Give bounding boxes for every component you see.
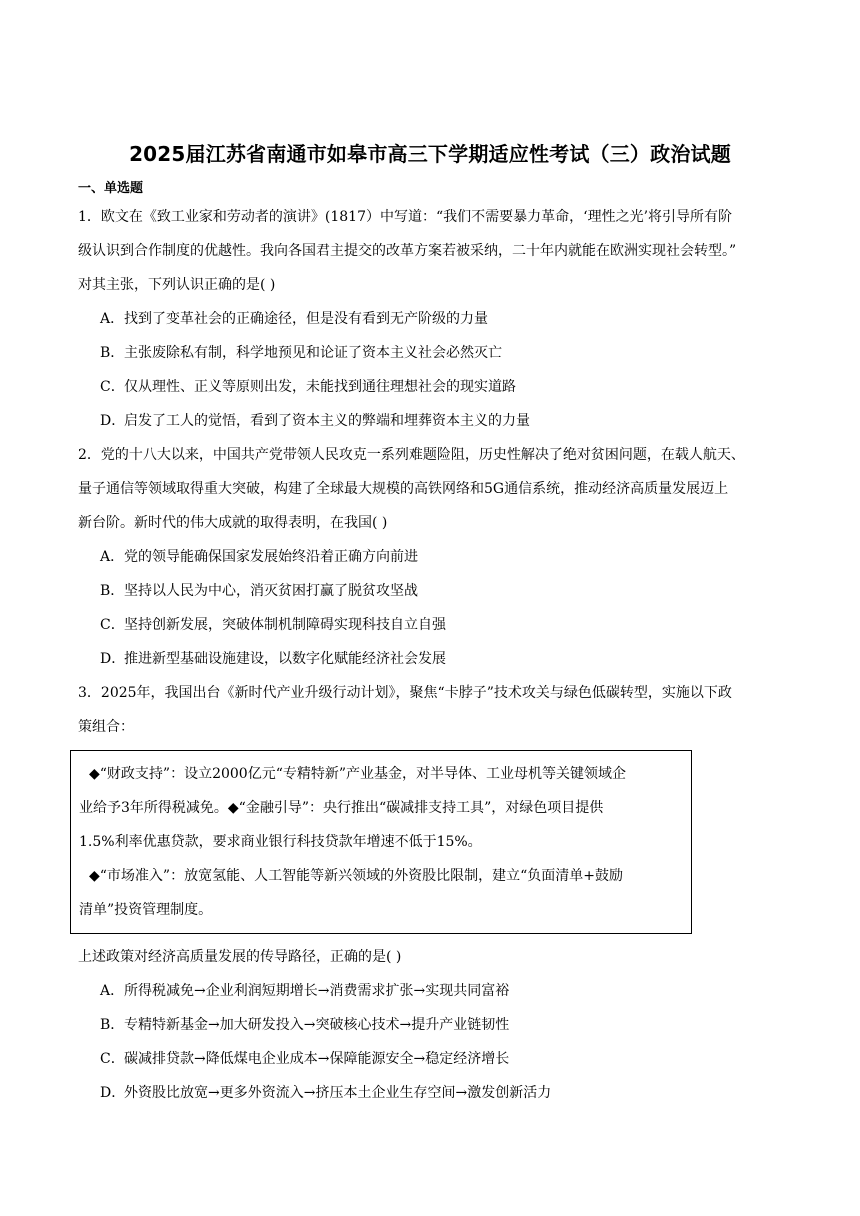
option-text: 碳减排贷款→降低煤电企业成本→保障能源安全→稳定经济增长 <box>124 1051 510 1067</box>
question-3-option-d[interactable] <box>78 1076 790 1110</box>
question-2-stem-line-1: 2．党的十八大以来，中国共产党带领人民攻克一系列难题险阻，历史性解决了绝对贫困问题，在载人航天、 <box>78 447 745 463</box>
question-3-stem-line-2: 策组合： <box>78 719 134 735</box>
option-text: 专精特新基金→加大研发投入→突破核心技术→提升产业链韧性 <box>124 1017 510 1033</box>
question-1-stem-line-1: 1．欧文在《致工业家和劳动者的演讲》(1817）中写道：“我们不需要暴力革命，‘理性之光’将引导所有阶 <box>78 209 733 225</box>
question-3-option-b[interactable] <box>78 1008 790 1042</box>
option-letter: B． <box>100 1017 125 1033</box>
option-letter: A． <box>100 311 125 327</box>
question-2-stem-line-3: 新台阶。新时代的伟大成就的取得表明，在我国( ) <box>78 515 388 531</box>
option-letter: D． <box>100 413 126 429</box>
question-2-option-a[interactable] <box>78 540 790 574</box>
question-1-stem-line-2: 级认识到合作制度的优越性。我向各国君主提交的改革方案若被采纳，二十年内就能在欧洲实现社会转型。” <box>78 243 737 259</box>
question-1-option-c[interactable] <box>78 370 790 404</box>
option-text: 外资股比放宽→更多外资流入→挤压本土企业生存空间→激发创新活力 <box>124 1085 552 1101</box>
option-letter: B． <box>100 583 125 599</box>
question-3-option-a[interactable] <box>78 974 790 1008</box>
option-text: 坚持创新发展，突破体制机制障碍实现科技自立自强 <box>124 617 446 633</box>
option-text: 坚持以人民为中心，消灭贫困打赢了脱贫攻坚战 <box>124 583 418 599</box>
policy-box-line-2: 业给予3年所得税减免。◆“金融引导”：央行推出“碳减排支持工具”，对绿色项目提供 <box>79 800 604 816</box>
section-heading: 一、单选题 <box>78 181 144 196</box>
policy-box <box>70 750 692 934</box>
question-3-stem-line-1: 3．2025年，我国出台《新时代产业升级行动计划》，聚焦“卡脖子”技术攻关与绿色低碳转型，实施以下政 <box>78 685 732 701</box>
option-text: 推进新型基础设施建设，以数字化赋能经济社会发展 <box>124 651 446 667</box>
option-letter: D． <box>100 1085 126 1101</box>
question-2-option-c[interactable] <box>78 608 790 642</box>
option-letter: A． <box>100 549 125 565</box>
question-2-stem-line-2: 量子通信等领域取得重大突破，构建了全球最大规模的高铁网络和5G通信系统，推动经济高质量发展迈上 <box>78 481 729 497</box>
questions-container <box>78 200 790 1110</box>
policy-box-line-3: 1.5%利率优惠贷款，要求商业银行科技贷款年增速不低于15%。 <box>79 834 482 850</box>
option-letter: C． <box>100 617 125 633</box>
option-letter: A． <box>100 983 125 999</box>
policy-box-line-4: ◆“市场准入”：放宽氢能、人工智能等新兴领域的外资股比限制，建立“负面清单+鼓励 <box>89 868 623 884</box>
question-1 <box>78 200 790 438</box>
question-3-option-c[interactable] <box>78 1042 790 1076</box>
page-title: 2025届江苏省南通市如皋市高三下学期适应性考试（三）政治试题 <box>129 142 731 166</box>
question-2 <box>78 438 790 676</box>
policy-box-line-5: 清单”投资管理制度。 <box>79 902 213 918</box>
option-letter: D． <box>100 651 126 667</box>
option-text: 主张废除私有制，科学地预见和论证了资本主义社会必然灭亡 <box>124 345 502 361</box>
question-2-option-d[interactable] <box>78 642 790 676</box>
option-text: 党的领导能确保国家发展始终沿着正确方向前进 <box>124 549 418 565</box>
option-text: 所得税减免→企业利润短期增长→消费需求扩张→实现共同富裕 <box>124 983 510 999</box>
question-3 <box>78 676 790 1110</box>
option-letter: B． <box>100 345 125 361</box>
question-1-option-b[interactable] <box>78 336 790 370</box>
option-text: 启发了工人的觉悟，看到了资本主义的弊端和埋葬资本主义的力量 <box>124 413 530 429</box>
question-1-option-a[interactable] <box>78 302 790 336</box>
option-letter: C． <box>100 1051 125 1067</box>
policy-box-line-1: ◆“财政支持”：设立2000亿元“专精特新”产业基金，对半导体、工业母机等关键领域企 <box>89 766 627 782</box>
option-text: 仅从理性、正义等原则出发，未能找到通往理想社会的现实道路 <box>124 379 516 395</box>
question-1-stem-line-3: 对其主张，下列认识正确的是( ) <box>78 277 276 293</box>
option-letter: C． <box>100 379 125 395</box>
option-text: 找到了变革社会的正确途径，但是没有看到无产阶级的力量 <box>124 311 488 327</box>
question-3-prompt: 上述政策对经济高质量发展的传导路径，正确的是( ) <box>78 949 402 965</box>
question-2-option-b[interactable] <box>78 574 790 608</box>
question-1-option-d[interactable] <box>78 404 790 438</box>
